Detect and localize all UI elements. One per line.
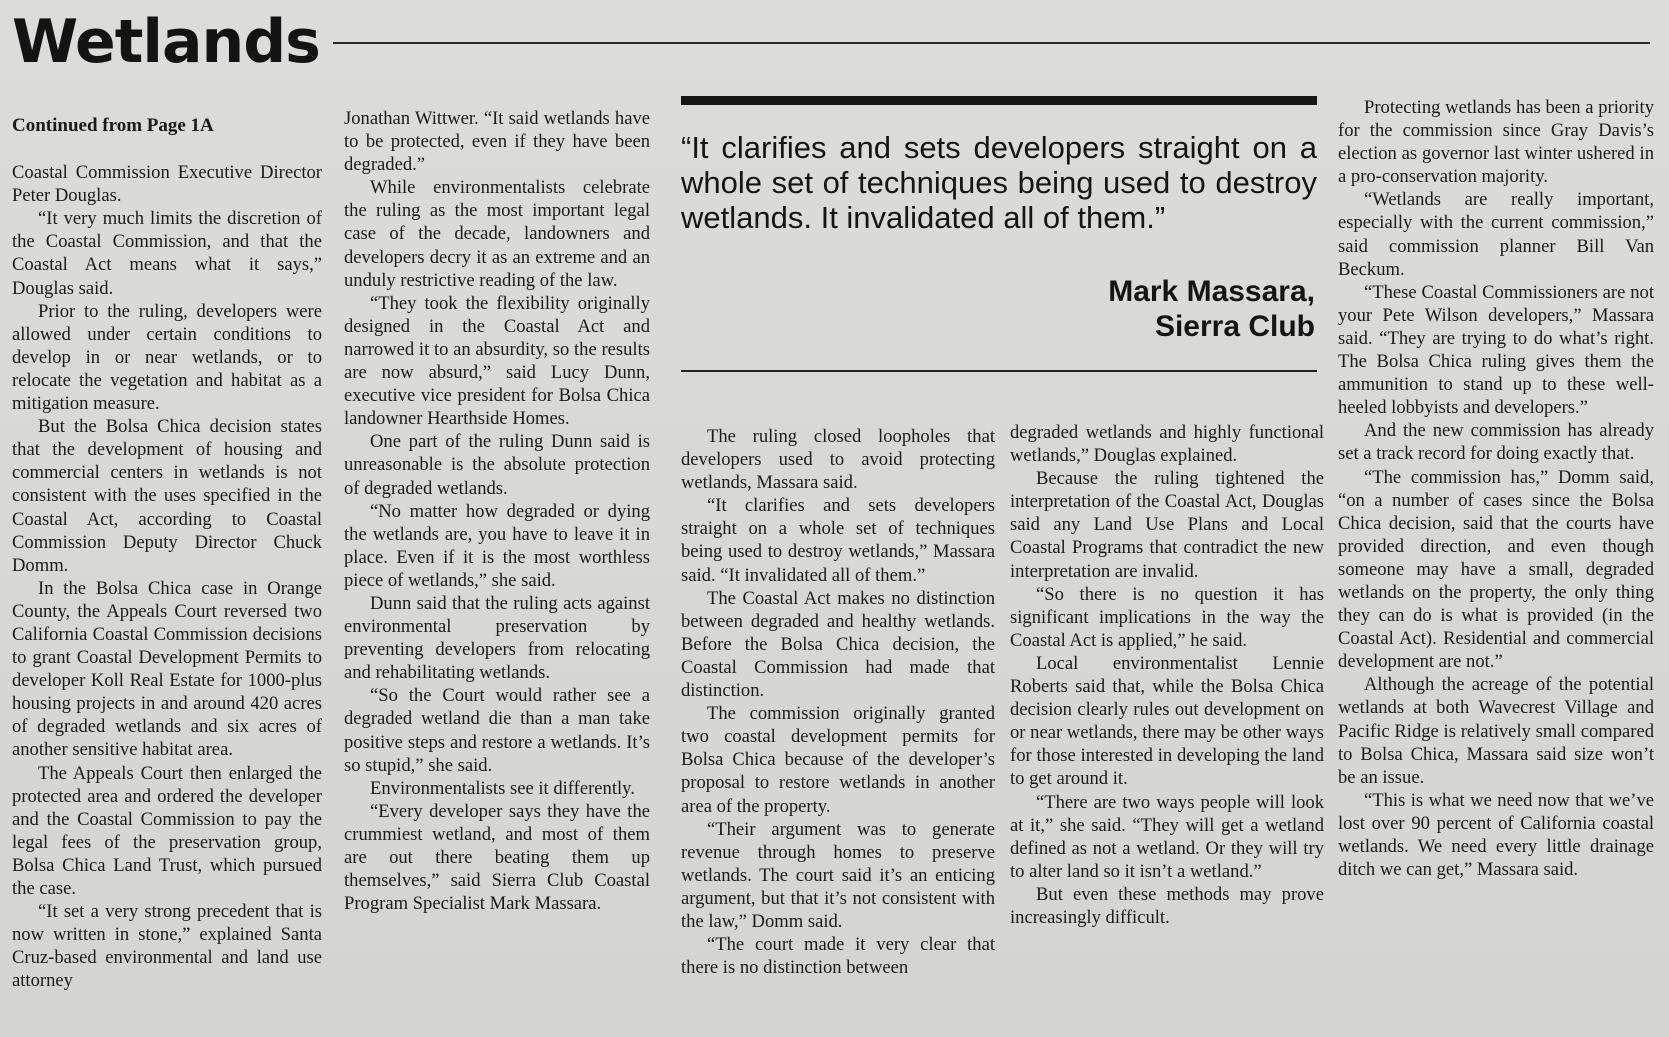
paragraph: “It set a very strong precedent that is now written in stone,” explained Santa Cruz-based environmental and land use attorney — [12, 901, 322, 992]
paragraph: “Their argument was to generate revenue through homes to preserve wetlands. The court said it’s an enticing argument, but that it’s not consistent with the law,” Domm said. — [681, 818, 995, 932]
paragraph: Prior to the ruling, developers were allowed under certain conditions to develop in or near wetlands, or to relocate the vegetation and habitat as a mitigation measure. — [12, 300, 322, 415]
paragraph: “The commission has,” Domm said, “on a number of cases since the Bolsa Chica decision, said that the courts have provided direction, and even though someone may have a small, degraded wetlands on the property, the only thing they can do is what is provided (in the Coastal Act). Residential and commercial development are not.” — [1338, 466, 1654, 673]
pull-quote-name: Mark Massara, — [1108, 275, 1315, 308]
pull-quote-bottom-rule — [681, 370, 1317, 372]
paragraph: Coastal Commission Executive Director Peter Douglas. — [12, 162, 322, 207]
pull-quote — [681, 96, 1317, 376]
paragraph: “No matter how degraded or dying the wetlands are, you have to leave it in place. Even if it is the most worthless piece of wetlands,” she said. — [344, 500, 650, 591]
paragraph: “They took the flexibility originally designed in the Coastal Act and narrowed it to an absurdity, so the results are now absurd,” said Lucy Dunn, executive vice president for Bolsa Chica landowner Hearthside Homes. — [344, 292, 650, 430]
paragraph: “The court made it very clear that there is no distinction between — [681, 934, 995, 979]
paragraph: Protecting wetlands has been a priority for the commission since Gray Davis’s election as governor last winter ushered in a pro-conservation majority. — [1338, 97, 1654, 188]
paragraph: “Wetlands are really important, especially with the current commission,” said commission planner Bill Van Beckum. — [1338, 189, 1654, 280]
paragraph: “This is what we need now that we’ve lost over 90 percent of California coastal wetlands. We need every little drainage ditch we can get,” Massara said. — [1338, 789, 1654, 881]
paragraph: “It very much limits the discretion of the Coastal Commission, and that the Coastal Act means what it says,” Douglas said. — [12, 208, 322, 299]
pull-quote-text: “It clarifies and sets developers straight on a whole set of techniques being used to destroy wetlands. It invalidated all of them.” — [681, 130, 1317, 235]
paragraph: And the new commission has already set a track record for doing exactly that. — [1338, 420, 1654, 465]
paragraph: Environmentalists see it differently. — [370, 777, 635, 799]
paragraph: degraded wetlands and highly functional wetlands,” Douglas explained. — [1010, 422, 1324, 467]
paragraph: Jonathan Wittwer. “It said wetlands have to be protected, even if they have been degraded.” — [344, 108, 650, 176]
paragraph: Dunn said that the ruling acts against environmental preservation by preventing developers from relocating and rehabilitating wetlands. — [344, 592, 650, 684]
article-column-3 — [681, 425, 995, 979]
continued-from-label: Continued from Page 1A — [12, 115, 214, 136]
paragraph: “There are two ways people will look at it,” she said. “They will get a wetland defined as not a wetland. Or they will try to alter land so it isn’t a wetland.” — [1010, 791, 1324, 882]
article-column-5 — [1338, 96, 1654, 881]
paragraph: While environmentalists celebrate the ruling as the most important legal case of the decade, landowners and developers decry it as an extreme and an unduly restrictive reading of the law. — [344, 177, 650, 291]
paragraph: Because the ruling tightened the interpretation of the Coastal Act, Douglas said any Land Use Plans and Local Coastal Programs that contradict the new interpretation are invalid. — [1010, 468, 1324, 582]
paragraph: The commission originally granted two coastal development permits for Bolsa Chica because of the developer’s proposal to restore wetlands in another area of the property. — [681, 703, 995, 817]
pull-quote-attribution — [1108, 274, 1315, 344]
article-column-4 — [1010, 421, 1324, 929]
pull-quote-top-bar — [681, 96, 1317, 105]
paragraph: But the Bolsa Chica decision states that the development of housing and commercial centers in wetlands is not consistent with the uses specified in the Coastal Act, according to Coastal Commission Deputy Director Chuck Domm. — [12, 416, 322, 576]
paragraph: “It clarifies and sets developers straight on a whole set of techniques being used to destroy wetlands,” Massara said. “It invalidated all of them.” — [681, 495, 995, 586]
article-column-1 — [12, 114, 322, 992]
paragraph: The ruling closed loopholes that developers used to avoid protecting wetlands, Massara said. — [681, 426, 995, 494]
paragraph: Local environmentalist Lennie Roberts said that, while the Bolsa Chica decision clearly rules out development on or near wetlands, there may be other ways for those interested in developing the land to get around it. — [1010, 652, 1324, 790]
paragraph: One part of the ruling Dunn said is unreasonable is the absolute protection of degraded wetlands. — [344, 431, 650, 499]
paragraph: “Every developer says they have the crummiest wetland, and most of them are out there beating them up themselves,” said Sierra Club Coastal Program Specialist Mark Massara. — [344, 800, 650, 915]
headline-rule — [333, 42, 1650, 44]
headline: Wetlands — [12, 7, 320, 77]
paragraph: In the Bolsa Chica case in Orange County, the Appeals Court reversed two California Coastal Commission decisions to grant Coastal Development Permits to developer Koll Real Estate for 1000-plus housing projects in and around 420 acres of degraded wetlands and six acres of another sensitive habitat area. — [12, 577, 322, 761]
pull-quote-org: Sierra Club — [1154, 310, 1315, 343]
paragraph: “So there is no question it has significant implications in the way the Coastal Act is applied,” he said. — [1010, 583, 1324, 651]
paragraph: Although the acreage of the potential wetlands at both Wavecrest Village and Pacific Ridge is relatively small compared to Bolsa Chica, Massara said size won’t be an issue. — [1338, 674, 1654, 788]
article-column-2 — [344, 107, 650, 915]
paragraph: The Appeals Court then enlarged the protected area and ordered the developer and the Coastal Commission to pay the legal fees of the preservation group, Bolsa Chica Land Trust, which pursued the case. — [12, 762, 322, 899]
paragraph: But even these methods may prove increasingly difficult. — [1010, 883, 1324, 928]
paragraph: The Coastal Act makes no distinction between degraded and healthy wetlands. Before the Bolsa Chica decision, the Coastal Commission had made that distinction. — [681, 587, 995, 702]
paragraph: “These Coastal Commissioners are not your Pete Wilson developers,” Massara said. “They are trying to do what’s right. The Bolsa Chica ruling gives them the ammunition to stand up to these well-heeled lobbyists and developers.” — [1338, 281, 1654, 419]
paragraph: “So the Court would rather see a degraded wetland die than a man take positive steps and restore a wetlands. It’s so stupid,” she said. — [344, 685, 650, 776]
